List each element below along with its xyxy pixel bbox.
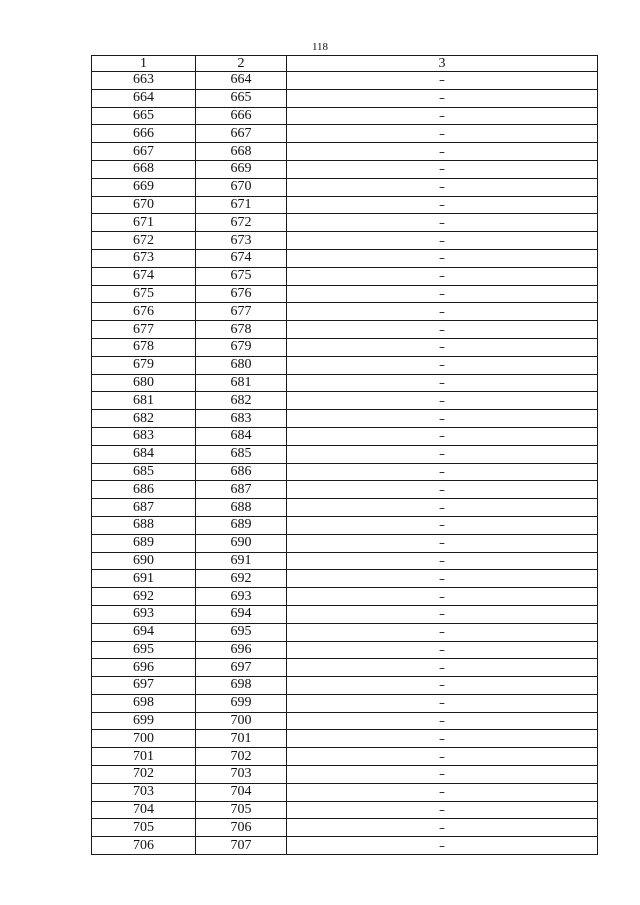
table-cell-col-1: 688 (92, 516, 196, 534)
table-cell-col-2: 671 (196, 196, 287, 214)
table-cell-col-2: 696 (196, 641, 287, 659)
table-row (92, 481, 598, 499)
table-cell-col-2: 668 (196, 143, 287, 161)
table-cell-col-2: 697 (196, 659, 287, 677)
table-cell-col-2: 675 (196, 267, 287, 285)
table-cell-col-3: – (287, 623, 598, 641)
table-cell-col-2: 676 (196, 285, 287, 303)
table-row (92, 534, 598, 552)
table-cell-col-1: 671 (92, 214, 196, 232)
table-row (92, 410, 598, 428)
table-cell-col-3: – (287, 178, 598, 196)
table-cell-col-3: – (287, 107, 598, 125)
table-cell-col-3: – (287, 232, 598, 250)
table-header (92, 56, 598, 72)
table-cell-col-2: 704 (196, 783, 287, 801)
table-row (92, 303, 598, 321)
table-cell-col-3: – (287, 72, 598, 90)
table-row (92, 694, 598, 712)
table-row (92, 232, 598, 250)
table-cell-col-3: – (287, 338, 598, 356)
table-cell-col-1: 691 (92, 570, 196, 588)
table-cell-col-1: 698 (92, 694, 196, 712)
table-cell-col-1: 699 (92, 712, 196, 730)
table-cell-col-1: 704 (92, 801, 196, 819)
table-row (92, 623, 598, 641)
table-row (92, 552, 598, 570)
table-cell-col-3: – (287, 303, 598, 321)
table-row (92, 72, 598, 90)
table-row (92, 356, 598, 374)
table-cell-col-1: 693 (92, 605, 196, 623)
table-row (92, 143, 598, 161)
table-cell-col-2: 664 (196, 72, 287, 90)
table-cell-col-3: – (287, 570, 598, 588)
table-cell-col-1: 674 (92, 267, 196, 285)
table-cell-col-3: – (287, 410, 598, 428)
table-cell-col-3: – (287, 677, 598, 695)
table-cell-col-3: – (287, 712, 598, 730)
table-cell-col-2: 667 (196, 125, 287, 143)
table-row (92, 516, 598, 534)
table-cell-col-2: 679 (196, 338, 287, 356)
table-cell-col-3: – (287, 659, 598, 677)
header-row (92, 56, 598, 72)
data-table-container (91, 55, 597, 855)
table-cell-col-1: 679 (92, 356, 196, 374)
column-header-1: 1 (92, 56, 196, 72)
table-cell-col-2: 684 (196, 427, 287, 445)
table-cell-col-1: 675 (92, 285, 196, 303)
table-cell-col-3: – (287, 427, 598, 445)
table-row (92, 499, 598, 517)
table-row (92, 285, 598, 303)
table-row (92, 321, 598, 339)
table-cell-col-1: 663 (92, 72, 196, 90)
table-row (92, 730, 598, 748)
page-number: 118 (311, 41, 329, 53)
table-cell-col-1: 678 (92, 338, 196, 356)
table-cell-col-3: – (287, 214, 598, 232)
table-cell-col-2: 692 (196, 570, 287, 588)
table-cell-col-3: – (287, 605, 598, 623)
table-row (92, 178, 598, 196)
table-cell-col-1: 673 (92, 249, 196, 267)
table-row (92, 107, 598, 125)
table-cell-col-2: 674 (196, 249, 287, 267)
table-row (92, 677, 598, 695)
table-cell-col-3: – (287, 694, 598, 712)
table-cell-col-1: 681 (92, 392, 196, 410)
table-cell-col-1: 664 (92, 89, 196, 107)
table-cell-col-3: – (287, 321, 598, 339)
table-cell-col-2: 699 (196, 694, 287, 712)
table-cell-col-2: 688 (196, 499, 287, 517)
table-cell-col-2: 670 (196, 178, 287, 196)
data-table (91, 55, 598, 855)
table-cell-col-2: 687 (196, 481, 287, 499)
table-cell-col-2: 686 (196, 463, 287, 481)
table-cell-col-1: 668 (92, 160, 196, 178)
table-row (92, 267, 598, 285)
column-header-3: 3 (287, 56, 598, 72)
table-cell-col-3: – (287, 89, 598, 107)
table-cell-col-2: 689 (196, 516, 287, 534)
table-cell-col-3: – (287, 481, 598, 499)
table-cell-col-2: 677 (196, 303, 287, 321)
table-cell-col-2: 672 (196, 214, 287, 232)
table-row (92, 89, 598, 107)
table-cell-col-2: 701 (196, 730, 287, 748)
table-row (92, 214, 598, 232)
table-cell-col-2: 665 (196, 89, 287, 107)
table-cell-col-1: 669 (92, 178, 196, 196)
table-cell-col-2: 693 (196, 588, 287, 606)
table-cell-col-2: 690 (196, 534, 287, 552)
table-row (92, 249, 598, 267)
table-cell-col-2: 682 (196, 392, 287, 410)
table-cell-col-1: 672 (92, 232, 196, 250)
column-header-2: 2 (196, 56, 287, 72)
table-cell-col-2: 706 (196, 819, 287, 837)
table-row (92, 570, 598, 588)
table-cell-col-2: 669 (196, 160, 287, 178)
table-row (92, 659, 598, 677)
table-row (92, 837, 598, 855)
table-cell-col-2: 691 (196, 552, 287, 570)
table-cell-col-3: – (287, 516, 598, 534)
table-cell-col-1: 701 (92, 748, 196, 766)
table-row (92, 374, 598, 392)
table-cell-col-3: – (287, 267, 598, 285)
table-cell-col-3: – (287, 748, 598, 766)
table-cell-col-1: 687 (92, 499, 196, 517)
table-cell-col-3: – (287, 730, 598, 748)
table-cell-col-2: 694 (196, 605, 287, 623)
table-row (92, 392, 598, 410)
table-cell-col-2: 681 (196, 374, 287, 392)
table-cell-col-1: 685 (92, 463, 196, 481)
table-cell-col-1: 706 (92, 837, 196, 855)
table-cell-col-3: – (287, 392, 598, 410)
table-body (92, 72, 598, 855)
table-cell-col-1: 692 (92, 588, 196, 606)
table-row (92, 801, 598, 819)
table-cell-col-3: – (287, 285, 598, 303)
table-row (92, 160, 598, 178)
table-cell-col-1: 677 (92, 321, 196, 339)
table-cell-col-1: 670 (92, 196, 196, 214)
table-cell-col-1: 702 (92, 766, 196, 784)
table-cell-col-2: 703 (196, 766, 287, 784)
table-cell-col-1: 703 (92, 783, 196, 801)
table-row (92, 463, 598, 481)
table-row (92, 712, 598, 730)
table-cell-col-3: – (287, 356, 598, 374)
table-row (92, 427, 598, 445)
table-cell-col-1: 700 (92, 730, 196, 748)
table-cell-col-2: 666 (196, 107, 287, 125)
table-cell-col-1: 705 (92, 819, 196, 837)
table-cell-col-3: – (287, 196, 598, 214)
table-cell-col-1: 667 (92, 143, 196, 161)
table-cell-col-1: 695 (92, 641, 196, 659)
table-row (92, 766, 598, 784)
table-cell-col-2: 702 (196, 748, 287, 766)
table-cell-col-3: – (287, 374, 598, 392)
table-cell-col-1: 676 (92, 303, 196, 321)
table-row (92, 338, 598, 356)
table-cell-col-2: 695 (196, 623, 287, 641)
table-cell-col-3: – (287, 552, 598, 570)
table-cell-col-3: – (287, 160, 598, 178)
table-cell-col-2: 680 (196, 356, 287, 374)
table-cell-col-3: – (287, 249, 598, 267)
table-cell-col-2: 678 (196, 321, 287, 339)
table-cell-col-1: 684 (92, 445, 196, 463)
table-row (92, 783, 598, 801)
table-cell-col-3: – (287, 445, 598, 463)
table-row (92, 605, 598, 623)
table-cell-col-1: 696 (92, 659, 196, 677)
table-cell-col-3: – (287, 641, 598, 659)
table-cell-col-3: – (287, 783, 598, 801)
table-cell-col-1: 680 (92, 374, 196, 392)
table-cell-col-3: – (287, 819, 598, 837)
table-row (92, 445, 598, 463)
table-cell-col-2: 683 (196, 410, 287, 428)
table-row (92, 125, 598, 143)
table-cell-col-1: 689 (92, 534, 196, 552)
table-row (92, 588, 598, 606)
table-row (92, 196, 598, 214)
table-cell-col-3: – (287, 499, 598, 517)
table-row (92, 641, 598, 659)
table-row (92, 748, 598, 766)
table-cell-col-3: – (287, 125, 598, 143)
table-cell-col-1: 683 (92, 427, 196, 445)
table-cell-col-3: – (287, 837, 598, 855)
table-cell-col-3: – (287, 463, 598, 481)
table-cell-col-3: – (287, 766, 598, 784)
table-row (92, 819, 598, 837)
table-cell-col-1: 686 (92, 481, 196, 499)
table-cell-col-2: 673 (196, 232, 287, 250)
table-cell-col-1: 690 (92, 552, 196, 570)
table-cell-col-3: – (287, 143, 598, 161)
table-cell-col-1: 682 (92, 410, 196, 428)
table-cell-col-1: 697 (92, 677, 196, 695)
table-cell-col-2: 698 (196, 677, 287, 695)
table-cell-col-3: – (287, 801, 598, 819)
table-cell-col-2: 705 (196, 801, 287, 819)
table-cell-col-3: – (287, 588, 598, 606)
table-cell-col-1: 666 (92, 125, 196, 143)
table-cell-col-1: 694 (92, 623, 196, 641)
table-cell-col-1: 665 (92, 107, 196, 125)
table-cell-col-2: 707 (196, 837, 287, 855)
table-cell-col-2: 685 (196, 445, 287, 463)
table-cell-col-2: 700 (196, 712, 287, 730)
table-cell-col-3: – (287, 534, 598, 552)
